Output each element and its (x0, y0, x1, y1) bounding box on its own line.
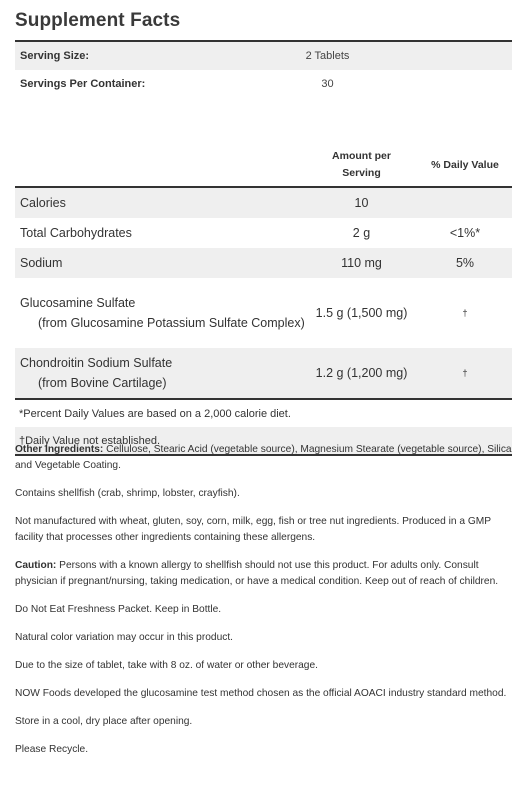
freshness-packet-note: Do Not Eat Freshness Packet. Keep in Bottle. (15, 604, 222, 615)
serving-size-row (15, 42, 512, 70)
nutrient-dv: † (462, 308, 468, 318)
table-row (15, 248, 512, 278)
water-note: Due to the size of tablet, take with 8 oz. of water or other beverage. (15, 660, 318, 671)
nutrient-name: Sodium (20, 256, 63, 270)
other-ingredients-text: Cellulose, Stearic Acid (vegetable source), Magnesium Stearate (vegetable source), Silica and Vegetable Coating. (15, 444, 512, 471)
dagger-footnote: †Daily Value not established. (15, 427, 512, 454)
table-header (15, 144, 512, 188)
nutrient-source: (from Glucosamine Potassium Sulfate Complex) (38, 316, 305, 330)
other-ingredients (15, 442, 512, 474)
nutrient-source: (from Bovine Cartilage) (38, 376, 167, 390)
nutrient-dv: † (462, 368, 468, 378)
product-notes (15, 442, 512, 770)
servings-per-container-label: Servings Per Container: (20, 78, 146, 90)
caution-label: Caution: (15, 560, 57, 571)
serving-size-label: Serving Size: (20, 50, 90, 62)
recycle-note: Please Recycle. (15, 744, 89, 755)
nutrient-amount: 2 g (352, 226, 371, 240)
table-row (15, 188, 512, 218)
supplement-facts-table (15, 40, 512, 456)
caution-note (15, 558, 512, 590)
gmp-note: Not manufactured with wheat, gluten, soy, corn, milk, egg, fish or tree nut ingredients. Produced in a GMP facility that processes other ingredients containing these allergens. (15, 516, 491, 543)
nutrient-dv: <1%* (449, 226, 481, 240)
table-row (15, 348, 512, 398)
nutrient-name: Chondroitin Sodium Sulfate (20, 356, 173, 370)
serving-size-value: 2 Tablets (305, 50, 350, 62)
nutrient-amount: 10 (354, 196, 369, 210)
nutrient-cell (15, 293, 305, 333)
storage-note: Store in a cool, dry place after opening. (15, 716, 193, 727)
nutrient-cell (15, 353, 305, 393)
dv-footnote: *Percent Daily Values are based on a 2,000 calorie diet. (19, 407, 291, 420)
nutrient-amount: 1.2 g (1,200 mg) (315, 366, 408, 380)
nutrient-name: Total Carbohydrates (20, 226, 132, 240)
nutrient-amount: 1.5 g (1,500 mg) (315, 306, 408, 320)
nutrient-dv: 5% (455, 256, 475, 270)
servings-per-container-row (15, 70, 512, 98)
color-variation-note: Natural color variation may occur in this product. (15, 632, 233, 643)
daily-value-header: % Daily Value (431, 159, 499, 171)
nutrient-name: Calories (20, 196, 66, 210)
amount-per-serving-header (305, 148, 418, 182)
table-row (15, 278, 512, 348)
amount-header-line2: Serving (342, 167, 381, 179)
amount-header-line1: Amount per (332, 150, 391, 162)
servings-per-container-value: 30 (321, 78, 334, 90)
page-title: Supplement Facts (15, 10, 181, 31)
table-row (15, 218, 512, 248)
other-ingredients-label: Other Ingredients: (15, 444, 104, 455)
shellfish-note: Contains shellfish (crab, shrimp, lobster, crayfish). (15, 488, 240, 499)
nutrient-name: Glucosamine Sulfate (20, 296, 136, 310)
nutrient-amount: 110 mg (341, 256, 382, 270)
test-method-note: NOW Foods developed the glucosamine test method chosen as the official AOACI industry standard method. (15, 688, 507, 699)
caution-text: Persons with a known allergy to shellfish should not use this product. For adults only. Consult physician if pregnant/nursing, taking medication, or have a medical condition. Keep out of reach of children. (15, 560, 499, 587)
